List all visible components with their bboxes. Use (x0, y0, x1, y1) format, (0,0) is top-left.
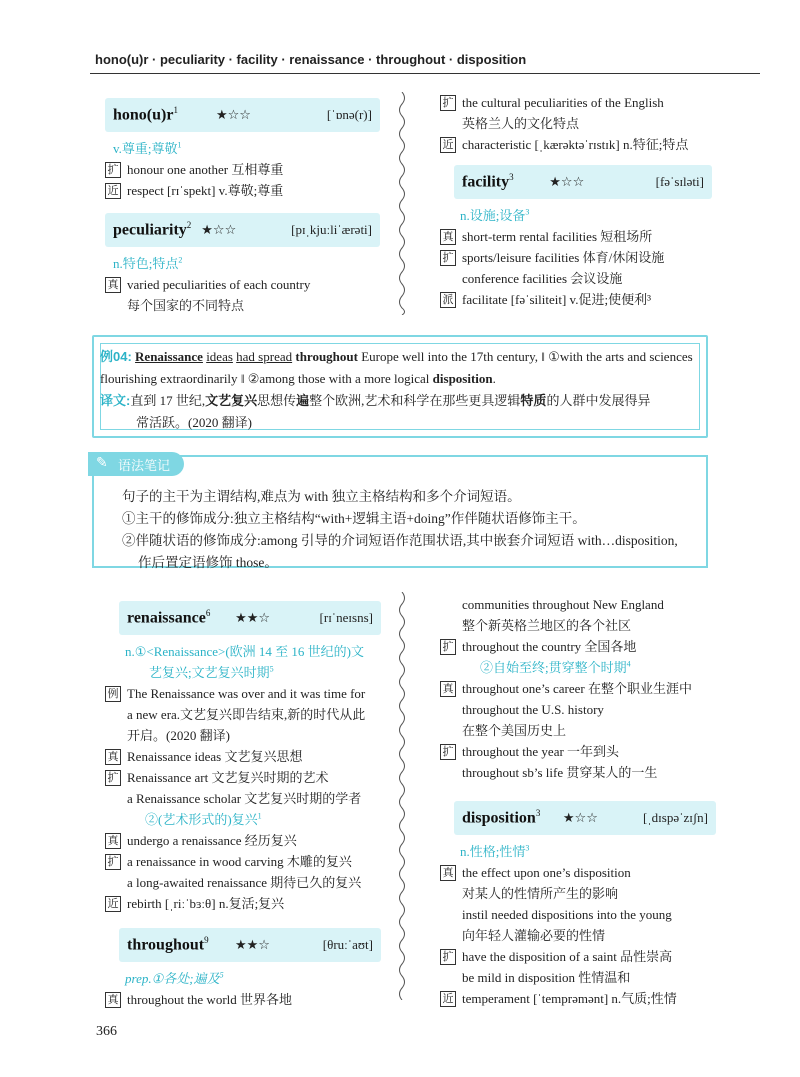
list-item: instil needed dispositions into the young (462, 907, 672, 922)
part-of-speech: n.①<Renaissance>(欧洲 14 至 16 世纪的)文 (125, 644, 364, 659)
list-item: 近 characteristic [ˌkærəktəˈrɪstɪk] n.特征;特点 (440, 134, 715, 155)
list-item: 每个国家的不同特点 (127, 298, 245, 313)
list-item: 扩 the cultural peculiarities of the English (440, 92, 715, 113)
entry-facility-box (454, 165, 712, 199)
grammar-notes-title: ✎ 语法笔记 (88, 452, 184, 476)
list-item: 扩 throughout the country 全国各地 (440, 636, 715, 657)
list-item: 向年轻人灌输必要的性情 (462, 928, 606, 943)
part-of-speech: prep.①各处;遍及$^5$ (125, 970, 224, 986)
pen-icon: ✎ (96, 454, 108, 470)
entry-throughout-box (119, 928, 381, 962)
list-item: 近 temperament [ˈtemprəmənt] n.气质;性情 (440, 988, 715, 1009)
grammar-notes-text: 句子的主干为主谓结构,难点为 with 独立主格结构和多个介词短语。 ①主干的修饰成分:独立主格结构“with+逻辑主语+doing”作伴随状语修饰主干。 ②伴随状语的修饰成分:among 引导的介词短语作范围状语,其中嵌套介词短语 with…disposition, 作后置定语修饰 those。 (122, 489, 678, 570)
list-item: throughout the U.S. history (462, 702, 604, 717)
headword: $hono(u)r^1$ (113, 105, 178, 124)
list-item: 在整个美国历史上 (462, 723, 567, 738)
headword: throughout$^9$ (127, 935, 209, 954)
star-rating: ★☆☆ (549, 174, 585, 190)
list-item: be mild in disposition 性情温和 (462, 970, 631, 985)
part-of-speech: 艺复兴;文艺复兴时期$^5$ (149, 664, 274, 680)
list-item: conference facilities 会议设施 (462, 271, 623, 286)
star-rating: ★☆☆ (562, 810, 598, 826)
entry-renaissance-box (119, 601, 381, 635)
list-item: throughout sb’s life 贯穿某人的一生 (462, 765, 658, 780)
list-item: 整个新英格兰地区的各个社区 (462, 618, 632, 633)
column-divider (397, 592, 407, 1000)
part-of-speech: n.性格;性情$^3$ (460, 843, 530, 859)
list-item: 真 short-term rental facilities 短租场所 (440, 226, 715, 247)
star-rating: ★☆☆ (201, 222, 237, 238)
bottom-left-column (105, 601, 380, 1010)
top-left-column (105, 98, 380, 316)
list-item: 英格兰人的文化特点 (462, 116, 580, 131)
list-item: 扩 honour one another 互相尊重 (105, 159, 380, 180)
part-of-speech: n.设施;设备$^3$ (460, 207, 530, 223)
phonetic: [ˌdɪspəˈzɪʃn] (643, 810, 708, 825)
list-item: 真 the effect upon one’s disposition (440, 862, 715, 883)
headword: disposition$^3$ (462, 808, 541, 827)
list-item: 对某人的性情所产生的影响 (462, 886, 619, 901)
part-of-speech: ②(艺术形式的)复兴$^1$ (145, 811, 262, 827)
list-item: 真 throughout one’s career 在整个职业生涯中 (440, 678, 715, 699)
list-item: 真 throughout the world 世界各地 (105, 989, 380, 1010)
page-number: 366 (96, 1024, 117, 1039)
header-rule (90, 73, 760, 74)
list-item: 扩 have the disposition of a saint 品性崇高 (440, 946, 715, 967)
phonetic: [rɪˈneɪsns] (319, 610, 373, 625)
star-rating: ★★☆ (235, 610, 271, 626)
top-right-column (440, 92, 715, 310)
list-item: 真 undergo a renaissance 经历复兴 (105, 830, 380, 851)
phonetic: [fəˈsɪləti] (655, 174, 704, 189)
part-of-speech: ②自始至终;贯穿整个时期$^4$ (480, 659, 631, 675)
list-item: 扩 Renaissance art 文艺复兴时期的艺术 (105, 767, 380, 788)
list-item: a Renaissance scholar 文艺复兴时期的学者 (127, 791, 362, 806)
list-item: 扩 a renaissance in wood carving 木雕的复兴 (105, 851, 380, 872)
headword: facility$^3$ (462, 172, 514, 191)
headword: peculiarity$^2$ (113, 220, 192, 239)
running-header: hono(u)r · peculiarity · facility · renaissance · throughout · disposition (95, 52, 527, 67)
phonetic: [ˈɒnə(r)] (326, 107, 372, 122)
list-item: a new era.文艺复兴即告结束,新的时代从此 (127, 707, 366, 722)
list-item: a long-awaited renaissance 期待已久的复兴 (127, 875, 362, 890)
list-item: 扩 sports/leisure facilities 体育/休闲设施 (440, 247, 715, 268)
example-sentence: 例04: Renaissance ideas had spread throughout Europe well into the 17th century, ‖ ①with the arts and sciences flourishing extraordinarily ‖ ②among those with a more logical disposition. 译文:直到 17 世纪,文艺复兴思想传遍整个欧洲,艺术和科学在那些更具逻辑特质的人群中发展得异 常活跃。(2020 翻译) (100, 349, 693, 430)
list-item: 近 rebirth [ˌriːˈbɜːθ] n.复活;复兴 (105, 893, 380, 914)
headword: renaissance$^6$ (127, 608, 211, 627)
phonetic: [pɪˌkjuːliˈærəti] (291, 222, 372, 237)
list-item: 真 Renaissance ideas 文艺复兴思想 (105, 746, 380, 767)
list-item: 近 respect [rɪˈspekt] v.尊敬;尊重 (105, 180, 380, 201)
list-item: 开启。(2020 翻译) (127, 728, 230, 743)
entry-peculiarity-box (105, 213, 380, 247)
list-item: 真 varied peculiarities of each country (105, 274, 380, 295)
list-item: communities throughout New England (462, 597, 664, 612)
star-rating: ★★☆ (234, 937, 270, 953)
bottom-right-column (440, 594, 715, 1009)
part-of-speech: v.尊重;尊敬$^1$ (113, 140, 182, 156)
list-item: 派 facilitate [fəˈsiliteit] v.促进;使便利³ (440, 289, 715, 310)
star-rating: ★☆☆ (215, 107, 251, 123)
phonetic: [θruːˈaʊt] (322, 937, 373, 952)
part-of-speech: n.特色;特点$^2$ (113, 255, 183, 271)
column-divider (397, 92, 407, 315)
list-item: 例 The Renaissance was over and it was time for (105, 683, 380, 704)
entry-disposition-box (454, 801, 716, 835)
entry-honour-box (105, 98, 380, 132)
list-item: 扩 throughout the year 一年到头 (440, 741, 715, 762)
